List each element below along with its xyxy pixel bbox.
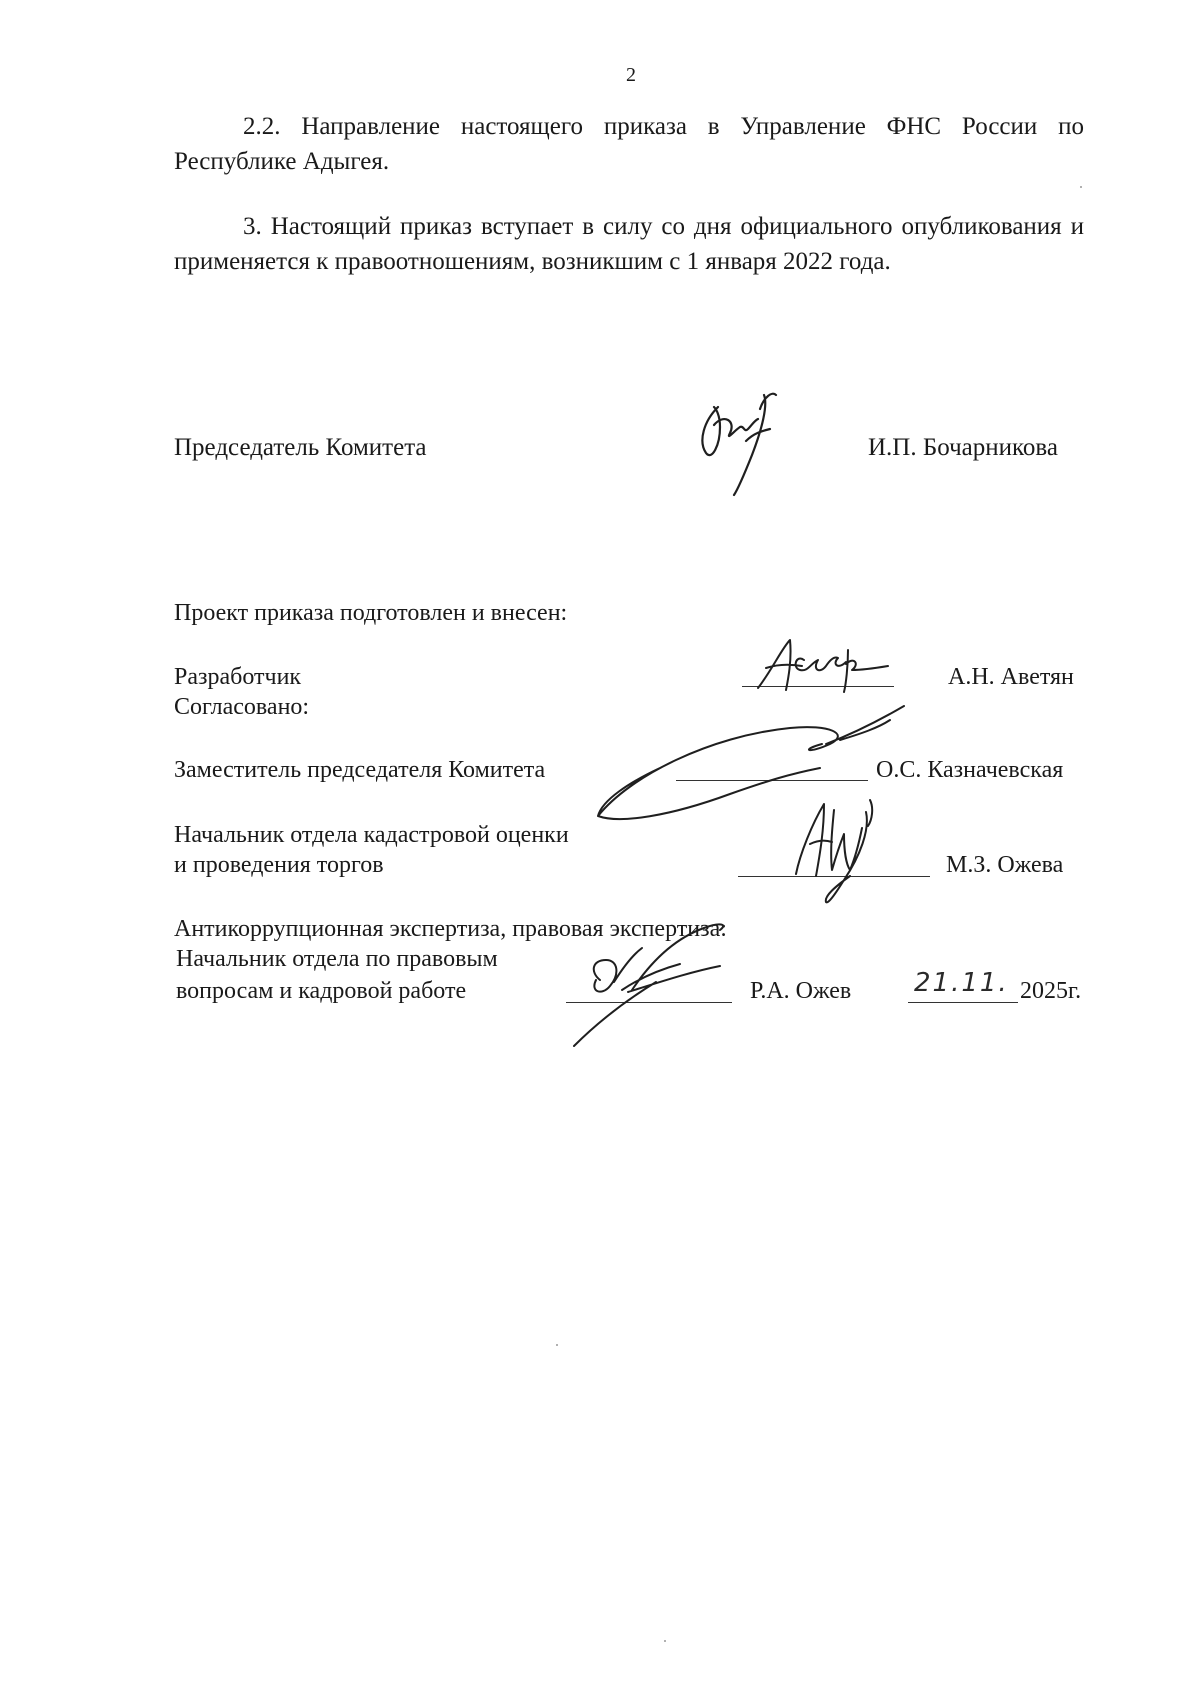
developer-name: А.Н. Аветян <box>948 664 1074 690</box>
paragraph-3 <box>174 209 1084 279</box>
chairman-signature-icon <box>690 385 800 500</box>
paragraph-2-2-text: 2.2. Направление настоящего приказа в Управление ФНС России по Республике Адыгея. <box>174 113 1084 175</box>
page-number: 2 <box>626 64 636 86</box>
deputy-role: Заместитель председателя Комитета <box>174 757 546 783</box>
chairman-name: И.П. Бочарникова <box>868 434 1058 461</box>
date-year: 2025г. <box>1020 978 1082 1004</box>
date-handwritten: 21.11. <box>914 968 1009 998</box>
developer-role: Разработчик <box>174 664 302 690</box>
legal-role-line2: вопросам и кадровой работе <box>176 978 467 1004</box>
cadastral-signature-icon <box>790 790 900 910</box>
cadastral-name: М.З. Ожева <box>946 852 1064 878</box>
paragraph-2-2 <box>174 109 1084 179</box>
deputy-name: О.С. Казначевская <box>876 757 1064 783</box>
paragraph-3-text: 3. Настоящий приказ вступает в силу со дня официального опубликования и применяется к правоотношениям, возникшим с 1 января 2022 года. <box>174 213 1084 275</box>
legal-role-line1: Начальник отдела по правовым <box>176 946 498 972</box>
cadastral-role-line1: Начальник отдела кадастровой оценки <box>174 822 569 848</box>
scan-speck <box>664 1640 666 1642</box>
legal-signature-icon <box>560 920 780 1050</box>
chairman-title: Председатель Комитета <box>174 434 427 461</box>
agreed-label: Согласовано: <box>174 694 310 720</box>
prepared-heading: Проект приказа подготовлен и внесен: <box>174 600 568 626</box>
expertise-heading: Антикоррупционная экспертиза, правовая экспертиза: <box>174 916 727 942</box>
scan-speck <box>556 1344 558 1346</box>
scan-speck <box>1080 186 1082 188</box>
cadastral-role-line2: и проведения торгов <box>174 852 384 878</box>
legal-name: Р.А. Ожев <box>750 978 852 1004</box>
date-line <box>908 1002 1018 1003</box>
